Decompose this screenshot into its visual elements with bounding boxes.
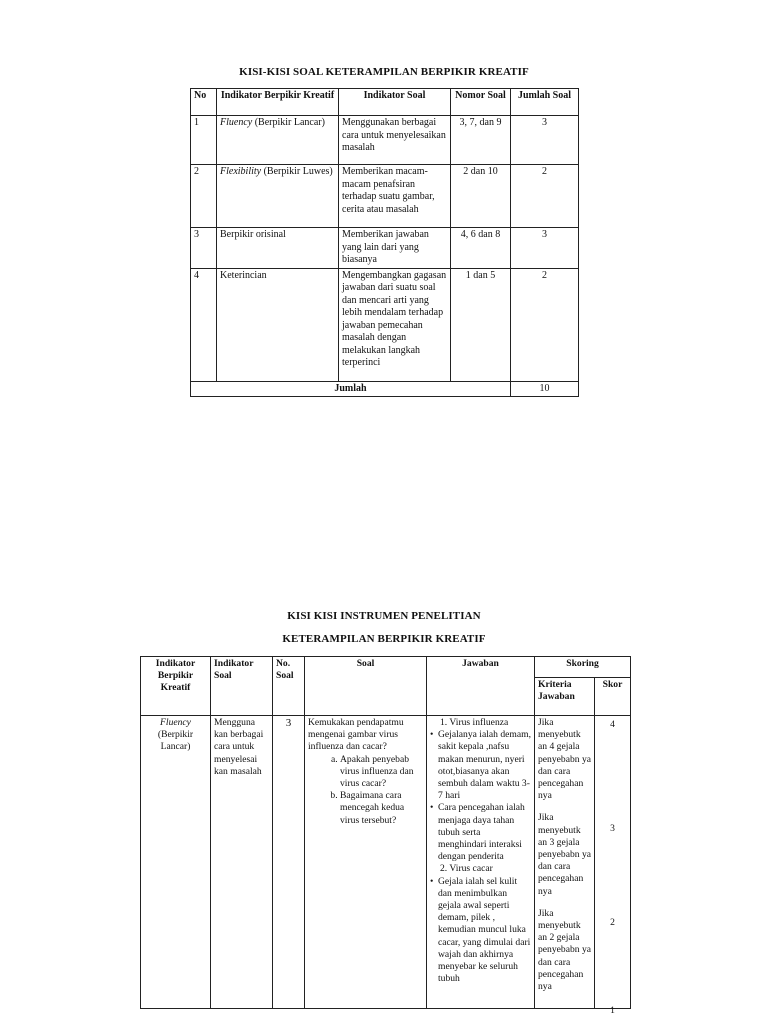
skor-value: 4 [610, 719, 615, 730]
cell-soal [305, 716, 427, 1009]
cell-indikator [217, 116, 339, 165]
total-label: Jumlah [191, 381, 511, 397]
cell-indikator-soal: Menggunakan berbagai cara untuk menyelesaikan masalah [339, 116, 451, 165]
jawaban-bullet: • Cara pencegahan ialah menjaga daya tahan tubuh serta menghindari interaksi dengan penderita [430, 802, 531, 863]
header-kriteria: Kriteria Jawaban [535, 678, 595, 716]
table-row [191, 116, 579, 165]
table-row [191, 268, 579, 381]
instrumen-penelitian-table [140, 656, 631, 1016]
table-row [141, 716, 631, 1009]
cell-no: 3 [191, 228, 217, 269]
table-row [191, 228, 579, 269]
table1-title: KISI-KISI SOAL KETERAMPILAN BERPIKIR KREATIF [239, 66, 529, 78]
soal-item: b. Bagaimana cara mencegah kedua virus tersebut? [340, 790, 423, 827]
header-no: No [191, 89, 217, 116]
header-indikator-soal: Indikator Soal [211, 657, 273, 716]
soal-item: a. Apakah penyebab virus influenza dan virus cacar? [340, 754, 423, 791]
cell-jumlah-soal: 2 [511, 165, 579, 228]
cell-nomor-soal: 4, 6 dan 8 [451, 228, 511, 269]
kisi-kisi-soal-table [190, 88, 579, 397]
jawaban-bullet: • Gejala ialah sel kulit dan menimbulkan gejala awal seperti demam, pilek , kemudian muncul luka cacar, yang dimulai dari wajah dan akhirnya menyebar ke seluruh tubuh [430, 876, 531, 986]
header-nomor-soal: Nomor Soal [451, 89, 511, 116]
cell-indikator-rest: (Berpikir Lancar) [252, 117, 325, 128]
header-indikator: Indikator Berpikir Kreatif [141, 657, 211, 716]
skor-value: 1 [610, 1005, 615, 1016]
cell-indikator-soal: Memberikan macam-macam penafsiran terhadap suatu gambar, cerita atau masalah [339, 165, 451, 228]
cell-no: 2 [191, 165, 217, 228]
skor-column [598, 717, 627, 1016]
kriteria-item: Jika menyebutk an 3 gejala penyebabn ya dan cara pencegahan nya [538, 812, 592, 897]
cell-jumlah-soal: 3 [511, 116, 579, 165]
cell-indikator-rest: (Berpikir Luwes) [261, 166, 333, 177]
total-row [191, 381, 579, 397]
table2-title-line1: KISI KISI INSTRUMEN PENELITIAN [287, 610, 481, 622]
skor-value: 2 [610, 917, 615, 928]
cell-no: 4 [191, 268, 217, 381]
header-jumlah-soal: Jumlah Soal [511, 89, 579, 116]
kriteria-item: Jika menyebutk an 2 gejala penyebabn ya dan cara pencegahan nya [538, 907, 592, 993]
table-row [191, 165, 579, 228]
kriteria-item: Jika menyebutk an 4 gejala penyebabn ya dan cara pencegahan nya [538, 717, 592, 802]
cell-skor [595, 716, 631, 1016]
soal-intro: Kemukakan pendapatmu mengenai gambar virus influenza dan cacar? [308, 717, 404, 753]
jawaban-heading: 2. Virus cacar [440, 863, 493, 875]
cell-nomor-soal: 2 dan 10 [451, 165, 511, 228]
header-no-soal: No. Soal [273, 657, 305, 716]
header-jawaban: Jawaban [427, 657, 535, 716]
header-indikator-soal: Indikator Soal [339, 89, 451, 116]
cell-indikator [217, 165, 339, 228]
cell-indikator-em: Fluency [160, 717, 191, 728]
header-soal: Soal [305, 657, 427, 716]
jawaban-bullet: • Gejalanya ialah demam, sakit kepala ,nafsu makan menurun, nyeri otot,biasanya akan sembuh dalam waktu 3-7 hari [430, 729, 531, 802]
cell-indikator: Keterincian [217, 268, 339, 381]
soal-sublist [308, 754, 423, 827]
cell-jumlah-soal: 3 [511, 228, 579, 269]
cell-kriteria [535, 716, 595, 1009]
cell-indikator-soal: Mengguna kan berbagai cara untuk menyelesai kan masalah [211, 716, 273, 1009]
header-skoring: Skoring [535, 657, 631, 678]
header-skor: Skor [595, 678, 631, 716]
cell-no-soal: 3 [273, 716, 305, 1009]
cell-indikator-soal: Mengembangkan gagasan jawaban dari suatu soal dan mencari arti yang lebih mendalam terhadap jawaban pemecahan masalah dengan melakukan langkah terperinci [339, 268, 451, 381]
skor-value: 3 [610, 823, 615, 834]
cell-indikator [141, 716, 211, 1009]
cell-nomor-soal: 1 dan 5 [451, 268, 511, 381]
table2-title-line2: KETERAMPILAN BERPIKIR KREATIF [282, 633, 486, 645]
cell-indikator-em: Flexibility [220, 166, 262, 177]
header-indikator: Indikator Berpikir Kreatif [217, 89, 339, 116]
table-header-row [141, 657, 631, 678]
cell-indikator-soal: Memberikan jawaban yang lain dari yang biasanya [339, 228, 451, 269]
table-header-row [191, 89, 579, 116]
cell-indikator-em: Fluency [220, 117, 253, 128]
cell-jumlah-soal: 2 [511, 268, 579, 381]
cell-indikator-rest: (Berpikir Lancar) [157, 729, 194, 753]
cell-no: 1 [191, 116, 217, 165]
cell-nomor-soal: 3, 7, dan 9 [451, 116, 511, 165]
cell-indikator: Berpikir orisinal [217, 228, 339, 269]
cell-jawaban [427, 716, 535, 1009]
jawaban-heading: 1. Virus influenza [440, 717, 509, 728]
total-value: 10 [511, 381, 579, 397]
